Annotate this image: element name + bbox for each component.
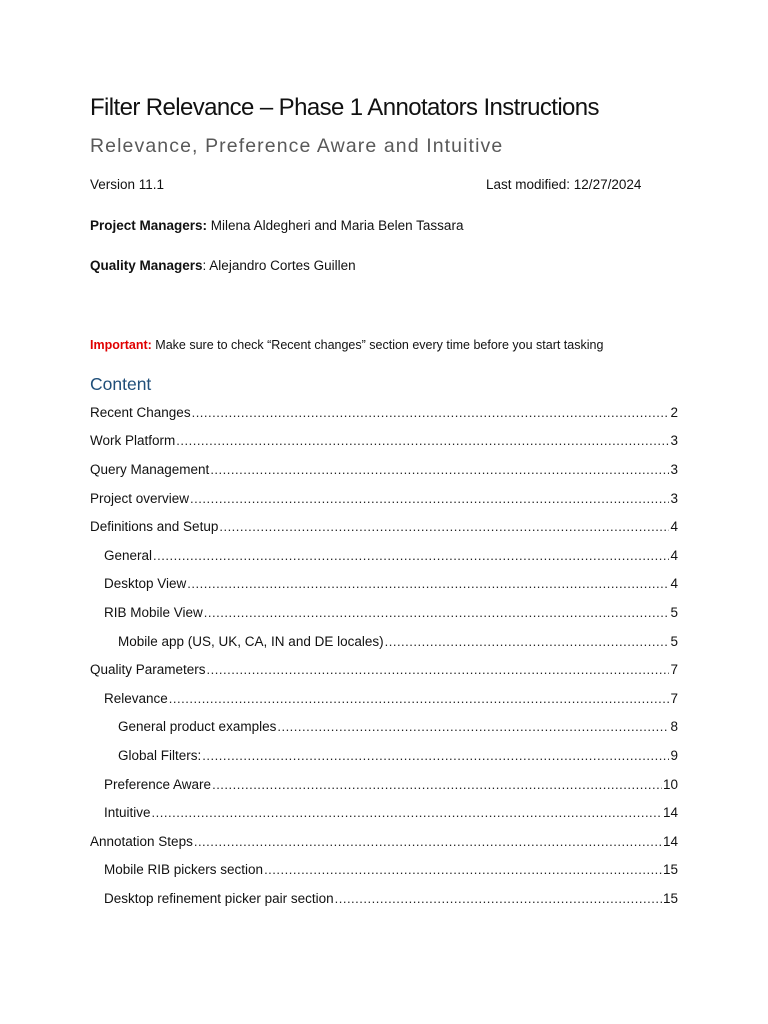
toc-entry-title: Mobile RIB pickers section [104,862,264,878]
project-managers-label: Project Managers: [90,218,208,233]
toc-dot-leader [385,634,670,649]
table-of-contents [90,398,678,913]
toc-dot-leader [187,576,669,591]
toc-dot-leader [152,805,662,820]
toc-entry-page: 4 [670,519,678,535]
toc-entry[interactable] [90,598,678,627]
project-managers-value: Milena Aldegheri and Maria Belen Tassara [207,218,464,233]
toc-entry[interactable] [90,455,678,484]
toc-entry-title: Query Management [90,461,210,477]
toc-entry-title: Desktop View [104,576,187,592]
toc-entry[interactable] [90,541,678,570]
toc-entry[interactable] [90,512,678,541]
toc-dot-leader [194,834,662,849]
toc-dot-leader [210,462,669,477]
toc-dot-leader [153,548,669,563]
toc-entry-page: 15 [662,862,678,878]
toc-entry[interactable] [90,884,678,913]
toc-entry[interactable] [90,570,678,599]
toc-entry-page: 8 [670,719,678,735]
important-label: Important: [90,338,152,352]
toc-entry[interactable] [90,484,678,513]
last-modified-text: Last modified: 12/27/2024 [486,177,642,192]
toc-entry[interactable] [90,627,678,656]
toc-entry-title: Intuitive [104,805,151,821]
important-notice [90,338,603,352]
toc-dot-leader [192,405,670,420]
toc-entry[interactable] [90,713,678,742]
toc-entry-title: General product examples [118,719,277,735]
toc-entry-page: 10 [662,776,678,792]
toc-dot-leader [335,891,662,906]
version-text: Version 11.1 [90,177,165,192]
toc-entry-title: Project overview [90,490,190,506]
document-subtitle: Relevance, Preference Aware and Intuitive [90,135,504,157]
toc-entry-page: 3 [670,490,678,506]
project-managers-line [90,218,463,233]
toc-dot-leader [277,719,669,734]
toc-dot-leader [169,691,670,706]
toc-dot-leader [190,491,669,506]
toc-entry-page: 3 [670,461,678,477]
toc-entry-page: 4 [670,547,678,563]
toc-entry-title: Work Platform [90,433,176,449]
toc-dot-leader [204,605,670,620]
toc-entry-title: Global Filters: [118,747,202,763]
toc-entry[interactable] [90,770,678,799]
quality-managers-value: : Alejandro Cortes Guillen [202,258,356,273]
document-page [90,0,678,1024]
toc-entry-title: General [104,547,153,563]
important-text: Make sure to check “Recent changes” section every time before you start tasking [151,338,604,352]
toc-entry-page: 9 [670,747,678,763]
toc-entry-title: Mobile app (US, UK, CA, IN and DE locales) [118,633,384,649]
toc-entry-title: Definitions and Setup [90,519,219,535]
toc-entry-page: 5 [670,604,678,620]
document-title: Filter Relevance – Phase 1 Annotators Instructions [90,94,599,121]
toc-entry-title: Preference Aware [104,776,212,792]
toc-entry-page: 4 [670,576,678,592]
toc-entry[interactable] [90,684,678,713]
toc-heading: Content [90,374,152,394]
toc-entry-title: Recent Changes [90,404,191,420]
toc-dot-leader [202,748,669,763]
toc-entry-page: 14 [662,833,678,849]
toc-entry[interactable] [90,427,678,456]
toc-entry[interactable] [90,741,678,770]
toc-entry[interactable] [90,856,678,885]
toc-dot-leader [207,662,670,677]
toc-entry-title: Relevance [104,690,168,706]
toc-dot-leader [176,433,669,448]
toc-dot-leader [264,862,662,877]
toc-entry-page: 7 [670,662,678,678]
toc-entry[interactable] [90,827,678,856]
toc-dot-leader [219,519,669,534]
toc-entry[interactable] [90,655,678,684]
quality-managers-line [90,258,356,273]
toc-entry-title: RIB Mobile View [104,604,203,620]
toc-entry[interactable] [90,798,678,827]
toc-entry-page: 3 [670,433,678,449]
toc-entry-page: 14 [662,805,678,821]
toc-entry-title: Desktop refinement picker pair section [104,890,334,906]
toc-entry-title: Annotation Steps [90,833,193,849]
toc-entry[interactable] [90,398,678,427]
toc-dot-leader [212,777,662,792]
toc-entry-page: 7 [670,690,678,706]
toc-entry-page: 5 [670,633,678,649]
toc-entry-page: 15 [662,890,678,906]
quality-managers-label: Quality Managers [90,258,203,273]
toc-entry-title: Quality Parameters [90,662,206,678]
toc-entry-page: 2 [670,404,678,420]
